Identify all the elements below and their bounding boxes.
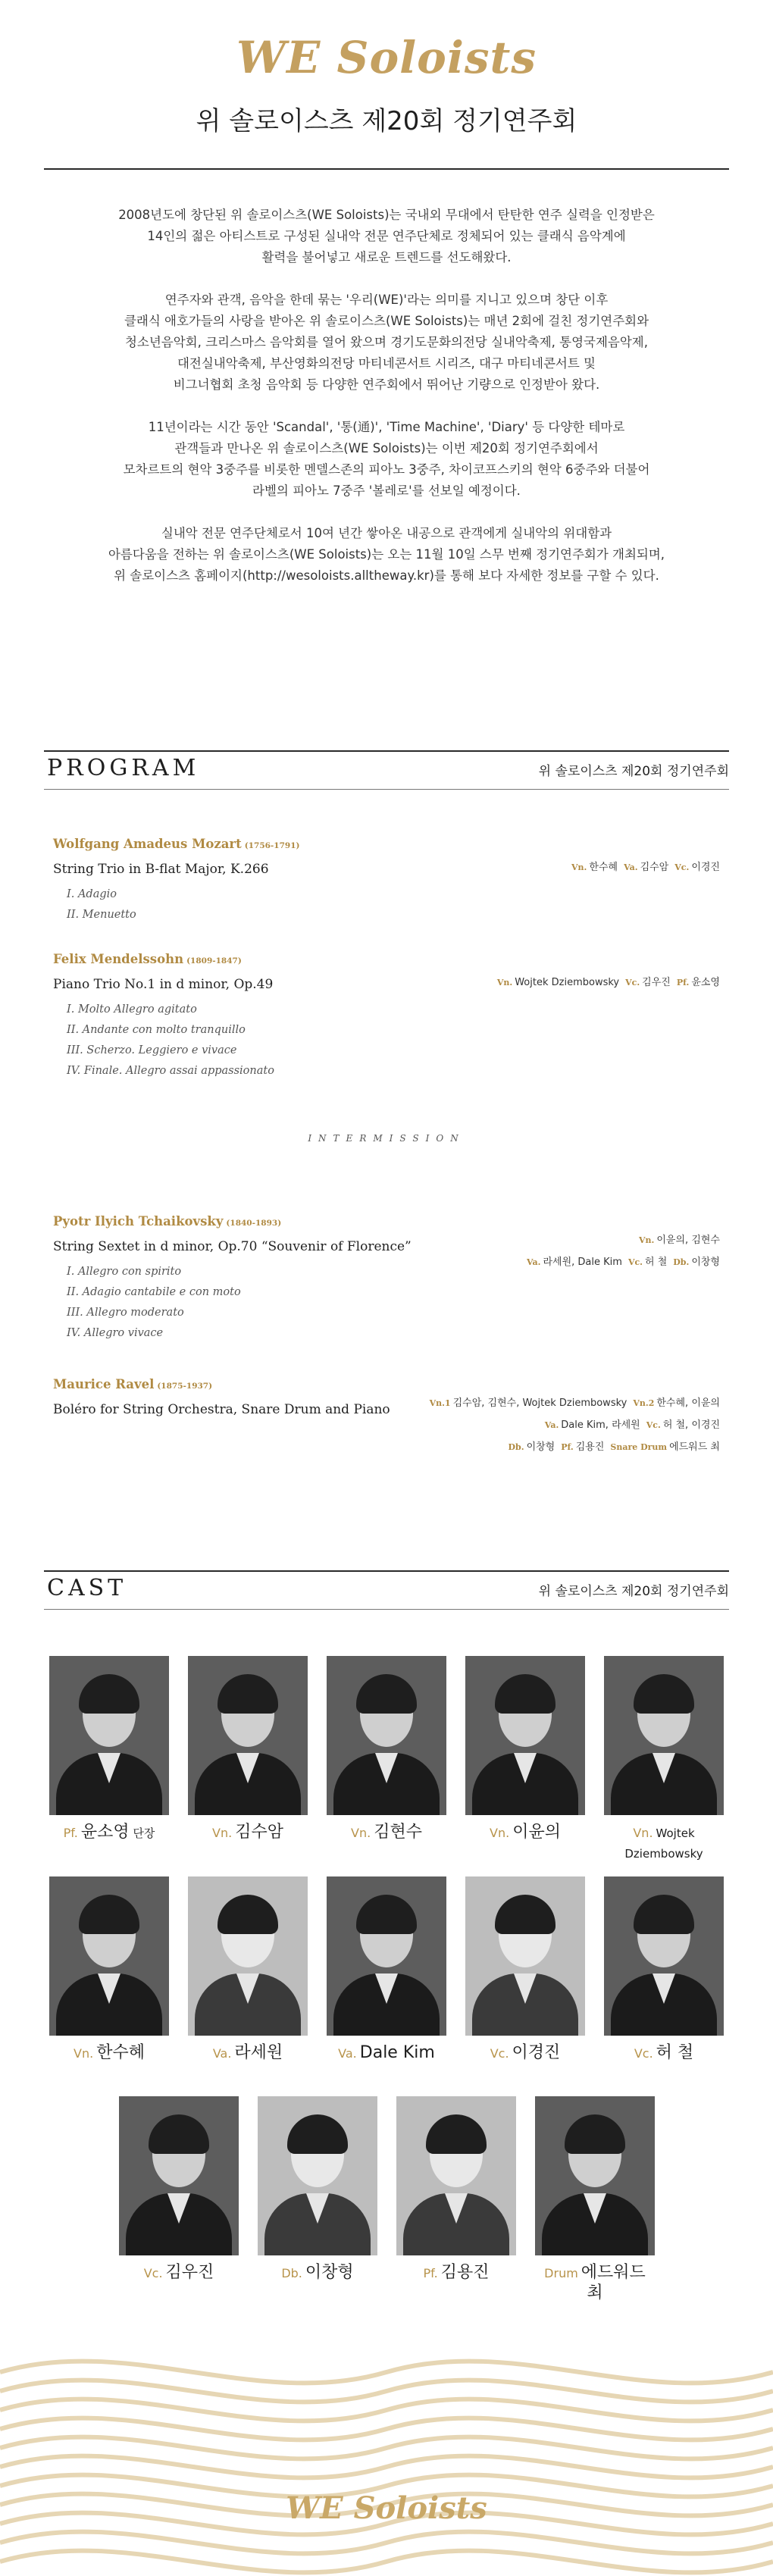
cast-member-card <box>535 2096 655 2303</box>
performer-names: 에드워드 최 <box>669 1441 720 1453</box>
intro-line: 11년이라는 시간 동안 'Scandal', '통(通)', 'Time Machine', 'Diary' 등 다양한 테마로 <box>148 420 625 434</box>
performer-names: 라세원, Dale Kim <box>543 1257 622 1268</box>
intro-line: 대전실내악축제, 부산영화의전당 마티네콘서트 시리즈, 대구 마티네콘서트 및 <box>177 356 596 371</box>
cast-instrument: Va. <box>212 2046 232 2061</box>
cast-heading-underline <box>44 1609 729 1610</box>
intro-paragraph <box>68 417 705 502</box>
movement: II. Andante con molto tranquillo <box>67 1024 246 1036</box>
composer-name: Maurice Ravel (1875-1937) <box>53 1377 213 1391</box>
movement: I. Allegro con spirito <box>67 1266 182 1278</box>
cast-member-card <box>188 1876 308 2064</box>
performer-line <box>521 1251 720 1273</box>
cast-member-name <box>604 1823 724 1864</box>
movement-list <box>67 884 720 925</box>
cast-member-card <box>119 2096 239 2283</box>
cast-member-name <box>188 2043 308 2064</box>
intro-line: 라벨의 피아노 7중주 '볼레로'를 선보일 예정이다. <box>252 484 521 498</box>
instrument-abbr: Vn. <box>496 978 513 988</box>
performer-group <box>561 1441 604 1453</box>
portrait-photo <box>327 1656 446 1815</box>
instrument-abbr: Vn. <box>639 1235 655 1245</box>
cast-name-text: 김용진 <box>440 2263 490 2282</box>
intro-line: 비그너협회 초청 음악회 등 다양한 연주회에서 뛰어난 기량으로 인정받아 왔다. <box>173 377 600 392</box>
program-heading: PROGRAM <box>47 755 200 781</box>
cast-member-card <box>188 1656 308 1843</box>
performer-line <box>565 856 720 878</box>
cast-name-text: Dale Kim <box>359 2043 435 2062</box>
performer-group <box>430 1398 627 1409</box>
performer-names: 이윤의, 김현수 <box>656 1235 720 1246</box>
performer-names: 이창형 <box>691 1257 720 1268</box>
portrait-hair <box>565 2114 625 2154</box>
composer-years: (1840-1893) <box>226 1219 282 1228</box>
cast-member-card <box>327 1656 446 1843</box>
portrait-photo <box>465 1876 585 2036</box>
performer-names: 김용진 <box>575 1441 605 1453</box>
composer-name: Wolfgang Amadeus Mozart (1756-1791) <box>53 837 300 851</box>
performers <box>521 1229 720 1273</box>
performer-group <box>646 1419 720 1431</box>
cast-member-card <box>327 1876 446 2064</box>
portrait-hair <box>79 1674 139 1714</box>
cast-instrument: Db. <box>281 2266 302 2280</box>
cast-instrument: Vc. <box>143 2266 163 2280</box>
performer-line <box>424 1414 720 1436</box>
movement-list <box>67 1262 720 1344</box>
portrait-hair <box>356 1674 417 1714</box>
cast-member-card <box>258 2096 377 2283</box>
performer-names: 한수혜, 이윤의 <box>656 1398 720 1409</box>
cast-member-card <box>465 1876 585 2064</box>
movement: III. Scherzo. Leggiero e vivace <box>67 1044 237 1056</box>
work-title: Boléro for String Orchestra, Snare Drum and Piano <box>53 1402 390 1417</box>
instrument-abbr: Vn.2 <box>633 1398 655 1408</box>
cast-member-name <box>396 2263 516 2283</box>
instrument-abbr: Va. <box>624 862 638 872</box>
performer-names: 허 철 <box>645 1257 668 1268</box>
cast-name-text: 이창형 <box>305 2263 354 2282</box>
performer-line <box>521 1229 720 1251</box>
program-piece-mendelssohn <box>53 952 720 1081</box>
wave-pattern-decoration <box>0 2327 773 2576</box>
cast-member-card <box>604 1876 724 2064</box>
program-heading-underline <box>44 789 729 790</box>
cast-instrument: Pf. <box>423 2266 438 2280</box>
performer-group <box>674 862 720 873</box>
movement: I. Molto Allegro agitato <box>67 1003 197 1016</box>
composer-years: (1809-1847) <box>186 956 242 966</box>
cast-name-text: 김우진 <box>165 2263 214 2282</box>
composer-name: Felix Mendelssohn (1809-1847) <box>53 952 242 966</box>
intro-line: 활력을 불어넣고 새로운 트렌드를 선도해왔다. <box>261 250 512 264</box>
cast-heading: CAST <box>47 1575 127 1601</box>
portrait-photo <box>327 1876 446 2036</box>
performer-group <box>673 1257 720 1268</box>
movement: II. Menuetto <box>67 909 136 921</box>
program-top-divider <box>44 750 729 752</box>
portrait-hair <box>218 1674 278 1714</box>
performer-names: 한수혜 <box>589 862 618 873</box>
portrait-hair <box>79 1895 139 1934</box>
instrument-abbr: Snare Drum <box>610 1442 668 1452</box>
intro-line: 연주자와 관객, 음악을 한데 묶는 '우리(WE)'라는 의미를 지니고 있으며 창단 이후 <box>164 293 609 307</box>
movement-list <box>67 1000 720 1081</box>
performer-names: Wojtek Dziembowsky <box>515 977 620 988</box>
cast-member-card <box>49 1876 169 2064</box>
portrait-hair <box>495 1674 555 1714</box>
intro-line: 위 솔로이스츠 홈페이지(http://wesoloists.alltheway.kr)를 통해 보다 자세한 정보를 구할 수 있다. <box>114 568 659 583</box>
instrument-abbr: Vc. <box>625 978 640 988</box>
cast-member-name <box>327 2043 446 2064</box>
cast-concert-label: 위 솔로이스츠 제20회 정기연주회 <box>538 1584 729 1599</box>
portrait-photo <box>49 1876 169 2036</box>
performer-group <box>677 977 720 988</box>
portrait-photo <box>465 1656 585 1815</box>
instrument-abbr: Pf. <box>561 1442 574 1452</box>
performer-names: 이경진 <box>691 862 720 873</box>
intro-line: 모차르트의 현악 3중주를 비롯한 멘델스존의 피아노 3중주, 차이코프스키의 현악 6중주와 더불어 <box>123 462 650 477</box>
program-piece-tchaikovsky <box>53 1214 720 1344</box>
portrait-photo <box>604 1876 724 2036</box>
cast-member-card <box>49 1656 169 1843</box>
performer-group <box>545 1419 640 1431</box>
performer-names: 윤소영 <box>691 977 720 988</box>
performer-group <box>633 1398 720 1409</box>
cast-instrument: Vc. <box>490 2046 509 2061</box>
intro-paragraph <box>68 205 705 268</box>
cast-title-suffix: 단장 <box>129 1826 155 1840</box>
intro-line: 14인의 젊은 아티스트로 구성된 실내악 전문 연주단체로 정체되어 있는 클래식 음악계에 <box>147 229 626 243</box>
performers <box>491 972 720 994</box>
performers <box>424 1392 720 1458</box>
cast-instrument: Vn. <box>351 1826 371 1840</box>
cast-instrument: Vn. <box>490 1826 510 1840</box>
portrait-hair <box>634 1674 694 1714</box>
cast-member-name <box>535 2263 655 2303</box>
intro-paragraph <box>68 523 705 587</box>
movement: II. Adagio cantabile e con moto <box>67 1286 241 1298</box>
performer-line <box>424 1392 720 1414</box>
portrait-hair <box>356 1895 417 1934</box>
instrument-abbr: Vn.1 <box>429 1398 451 1408</box>
portrait-hair <box>426 2114 487 2154</box>
performer-names: Dale Kim, 라세원 <box>561 1419 640 1431</box>
instrument-abbr: Va. <box>544 1420 559 1430</box>
footer-logo: WE Soloists <box>286 2490 487 2526</box>
performer-line <box>424 1436 720 1458</box>
portrait-photo <box>119 2096 239 2255</box>
composer-years: (1756-1791) <box>244 841 300 850</box>
cast-member-name <box>188 1823 308 1843</box>
performers <box>565 856 720 878</box>
intro-text <box>68 205 705 608</box>
cast-name-text: 허 철 <box>656 2043 694 2062</box>
composer-years: (1875-1937) <box>157 1382 213 1391</box>
performer-names: 허 철, 이경진 <box>662 1419 720 1431</box>
cast-member-name <box>119 2263 239 2283</box>
movement: I. Adagio <box>67 888 117 900</box>
performer-group <box>625 977 671 988</box>
portrait-photo <box>604 1656 724 1815</box>
instrument-abbr: Pf. <box>676 978 690 988</box>
cast-instrument: Vn. <box>74 2046 94 2061</box>
performer-line <box>491 972 720 994</box>
instrument-abbr: Db. <box>508 1442 524 1452</box>
work-title: Piano Trio No.1 in d minor, Op.49 <box>53 977 274 992</box>
cast-instrument: Drum <box>544 2266 578 2280</box>
intro-line: 청소년음악회, 크리스마스 음악회를 열어 왔으며 경기도문화의전당 실내악축제, 통영국제음악제, <box>124 335 648 349</box>
portrait-hair <box>149 2114 209 2154</box>
cast-name-text: Wojtek Dziembowsky <box>624 1826 703 1861</box>
portrait-hair <box>495 1895 555 1934</box>
cast-member-name <box>258 2263 377 2283</box>
instrument-abbr: Vn. <box>571 862 587 872</box>
cast-member-name <box>49 2043 169 2064</box>
work-title: String Trio in B-flat Major, K.266 <box>53 862 269 877</box>
performer-names: 김우진 <box>642 977 671 988</box>
cast-name-text: 한수혜 <box>96 2043 145 2062</box>
performer-group <box>497 977 619 988</box>
performer-group <box>610 1441 720 1453</box>
composer-name: Pyotr Ilyich Tchaikovsky (1840-1893) <box>53 1214 282 1229</box>
cast-instrument: Pf. <box>63 1826 78 1840</box>
cast-member-card <box>396 2096 516 2283</box>
cast-member-card <box>604 1656 724 1864</box>
cast-member-name <box>327 1823 446 1843</box>
program-concert-label: 위 솔로이스츠 제20회 정기연주회 <box>538 764 729 779</box>
performer-group <box>628 1257 667 1268</box>
performer-group <box>624 862 668 873</box>
cast-name-text: 김현수 <box>374 1823 422 1842</box>
portrait-photo <box>258 2096 377 2255</box>
cast-name-text: 이윤의 <box>512 1823 561 1842</box>
intro-line: 아름다움을 전하는 위 솔로이스츠(WE Soloists)는 오는 11월 10일 스무 번째 정기연주회가 개최되며, <box>108 547 665 562</box>
cast-name-text: 이경진 <box>512 2043 561 2062</box>
cast-name-text: 윤소영 <box>80 1823 130 1842</box>
program-piece-mozart <box>53 837 720 925</box>
cast-member-card <box>465 1656 585 1843</box>
instrument-abbr: Va. <box>526 1257 541 1267</box>
instrument-abbr: Vc. <box>674 862 690 872</box>
portrait-photo <box>396 2096 516 2255</box>
intro-line: 클래식 애호가들의 사랑을 받아온 위 솔로이스츠(WE Soloists)는 매년 2회에 걸친 정기연주회와 <box>124 314 649 328</box>
portrait-photo <box>188 1876 308 2036</box>
movement: IV. Finale. Allegro assai appassionato <box>67 1065 274 1077</box>
we-soloists-logo: WE Soloists <box>236 32 537 83</box>
intermission-label: INTERMISSION <box>308 1133 465 1144</box>
cast-instrument: Vc. <box>634 2046 653 2061</box>
intro-line: 2008년도에 창단된 위 솔로이스츠(WE Soloists)는 국내외 무대에서 탄탄한 연주 실력을 인정받은 <box>118 208 655 222</box>
movement: III. Allegro moderato <box>67 1307 184 1319</box>
portrait-photo <box>49 1656 169 1815</box>
portrait-hair <box>218 1895 278 1934</box>
concert-title: 위 솔로이스츠 제20회 정기연주회 <box>196 106 577 136</box>
intro-paragraph <box>68 290 705 396</box>
cast-instrument: Va. <box>338 2046 357 2061</box>
cast-instrument: Vn. <box>212 1826 233 1840</box>
cast-member-name <box>465 1823 585 1843</box>
intro-line: 관객들과 만나온 위 솔로이스츠(WE Soloists)는 이번 제20회 정기연주회에서 <box>174 441 599 455</box>
header-divider <box>44 168 729 170</box>
portrait-photo <box>188 1656 308 1815</box>
cast-member-name <box>465 2043 585 2064</box>
instrument-abbr: Vc. <box>627 1257 643 1267</box>
cast-member-name <box>49 1823 169 1843</box>
cast-name-text: 김수암 <box>235 1823 283 1842</box>
performer-group <box>509 1441 555 1453</box>
performer-names: 김수암 <box>640 862 669 873</box>
portrait-hair <box>634 1895 694 1934</box>
portrait-photo <box>535 2096 655 2255</box>
performer-names: 김수암, 김현수, Wojtek Dziembowsky <box>452 1398 627 1409</box>
cast-name-text: 에드워드 최 <box>581 2263 646 2302</box>
program-piece-ravel <box>53 1377 720 1453</box>
work-title: String Sextet in d minor, Op.70 “Souvenir of Florence” <box>53 1239 412 1254</box>
performer-group <box>571 862 618 873</box>
cast-top-divider <box>44 1570 729 1572</box>
portrait-hair <box>287 2114 348 2154</box>
performer-names: 이창형 <box>526 1441 555 1453</box>
cast-instrument: Vn. <box>633 1826 653 1840</box>
cast-member-name <box>604 2043 724 2064</box>
performer-group <box>639 1235 720 1246</box>
movement: IV. Allegro vivace <box>67 1327 164 1339</box>
instrument-abbr: Db. <box>673 1257 690 1267</box>
instrument-abbr: Vc. <box>646 1420 661 1430</box>
intro-line: 실내악 전문 연주단체로서 10여 년간 쌓아온 내공으로 관객에게 실내악의 위대함과 <box>161 526 612 540</box>
performer-group <box>527 1257 622 1268</box>
cast-name-text: 라세원 <box>234 2043 283 2062</box>
